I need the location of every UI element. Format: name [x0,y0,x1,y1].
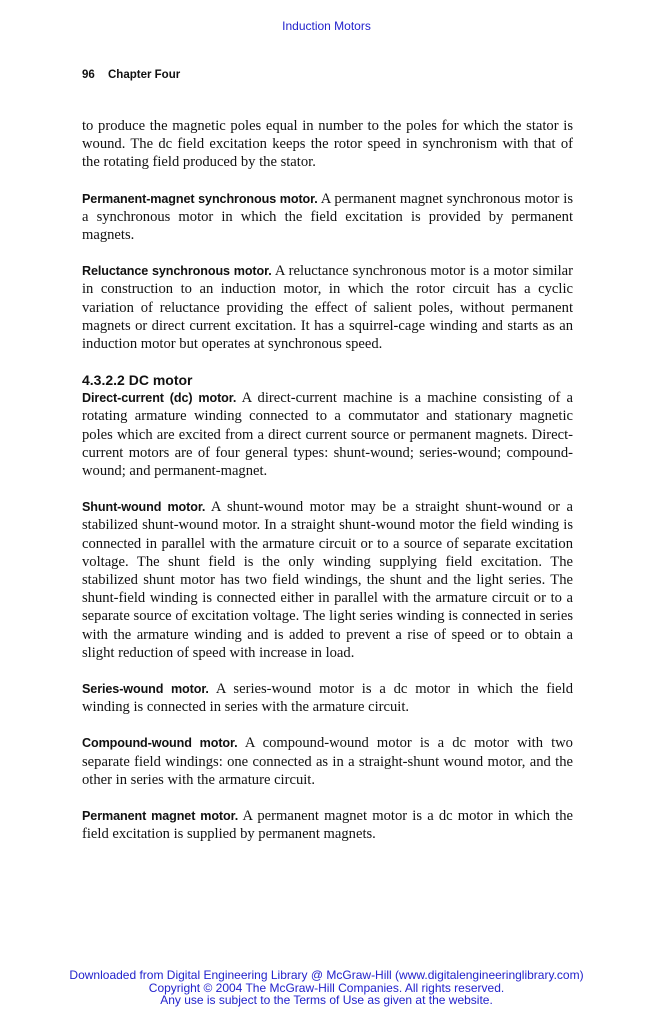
running-head [82,69,180,81]
pm-motor-term: Permanent magnet motor. [82,809,239,824]
dc-motor-text: A direct-current machine is a machine consisting of a rotating armature winding connected to a commutator and stationary magnetic poles which are excited from a direct current source or permanent magnets. Direct-current motors are of four general types: shunt-wound; series-wound; compound-wound; and permanent-magnet. [82,390,573,480]
series-text: A series-wound motor is a dc motor in which the field winding is connected in series with the armature circuit. [82,681,574,716]
dc-motor-term: Direct-current (dc) motor. [82,391,237,406]
footer-notice [0,969,653,1007]
dc-motor-paragraph [82,389,573,480]
shunt-term: Shunt-wound motor. [82,500,206,515]
series-paragraph [82,680,573,716]
shunt-paragraph [82,498,573,662]
reluctance-text: A reluctance synchronous motor is a motor similar in construction to an induction motor, in which the rotor circuit has a cyclic variation of reluctance providing the effect of salient poles, without permanent magnets or direct current excitation. It has a squirrel-cage winding and starts as an induction motor but operates at synchronous speed. [82,263,573,353]
pm-synchronous-text: A permanent magnet synchronous motor is a synchronous motor in which the field excitation is provided by permanent magnets. [82,190,574,244]
pm-motor-text: A permanent magnet motor is a dc motor in which the field excitation is supplied by permanent magnets. [82,808,574,843]
reluctance-term: Reluctance synchronous motor. [82,264,272,279]
pm-synchronous-paragraph [82,190,573,245]
compound-term: Compound-wound motor. [82,736,238,751]
footer-terms[interactable]: Any use is subject to the Terms of Use as given at the website. [160,993,493,1007]
compound-text: A compound-wound motor is a dc motor with two separate field windings: one connected as in a straight-shunt wound motor, and the other in series with the armature circuit. [82,735,573,788]
intro-paragraph: to produce the magnetic poles equal in number to the poles for which the stator is wound. The dc field excitation keeps the rotor speed in synchronism with that of the rotating field produced by the stator. [82,118,573,171]
footer-copyright[interactable]: Copyright © 2004 The McGraw-Hill Companies. All rights reserved. [148,980,505,995]
compound-paragraph [82,734,573,789]
reluctance-paragraph [82,262,573,353]
page-number: 96 [82,69,95,81]
chapter-label: Chapter Four [108,69,181,81]
pm-synchronous-term: Permanent-magnet synchronous motor. [82,191,318,206]
pm-motor-paragraph [82,807,573,843]
section-heading: 4.3.2.2 DC motor [82,372,193,389]
page-body [82,117,573,862]
series-term: Series-wound motor. [82,682,209,697]
footer-download-link[interactable]: Downloaded from Digital Engineering Library @ McGraw-Hill (www.digitalengineeringlibrary.com) [69,968,584,982]
shunt-text: A shunt-wound motor may be a straight shunt-wound or a stabilized shunt-wound motor. In a straight shunt-wound motor the field winding is connected in parallel with the armature circuit or to a source of separate excitation voltage. The shunt field is the only winding supplying field excitation. The stabilized shunt motor has two field windings, the shunt and the light series. The shunt-field winding is connected either in parallel with the armature circuit or to a separate source of excitation voltage. The light series winding is connected in series with the armature winding and is added to prevent a rise of speed or to obtain a slight reduction of speed with increase in load. [82,499,573,661]
top-chapter-link[interactable]: Induction Motors [282,19,371,33]
